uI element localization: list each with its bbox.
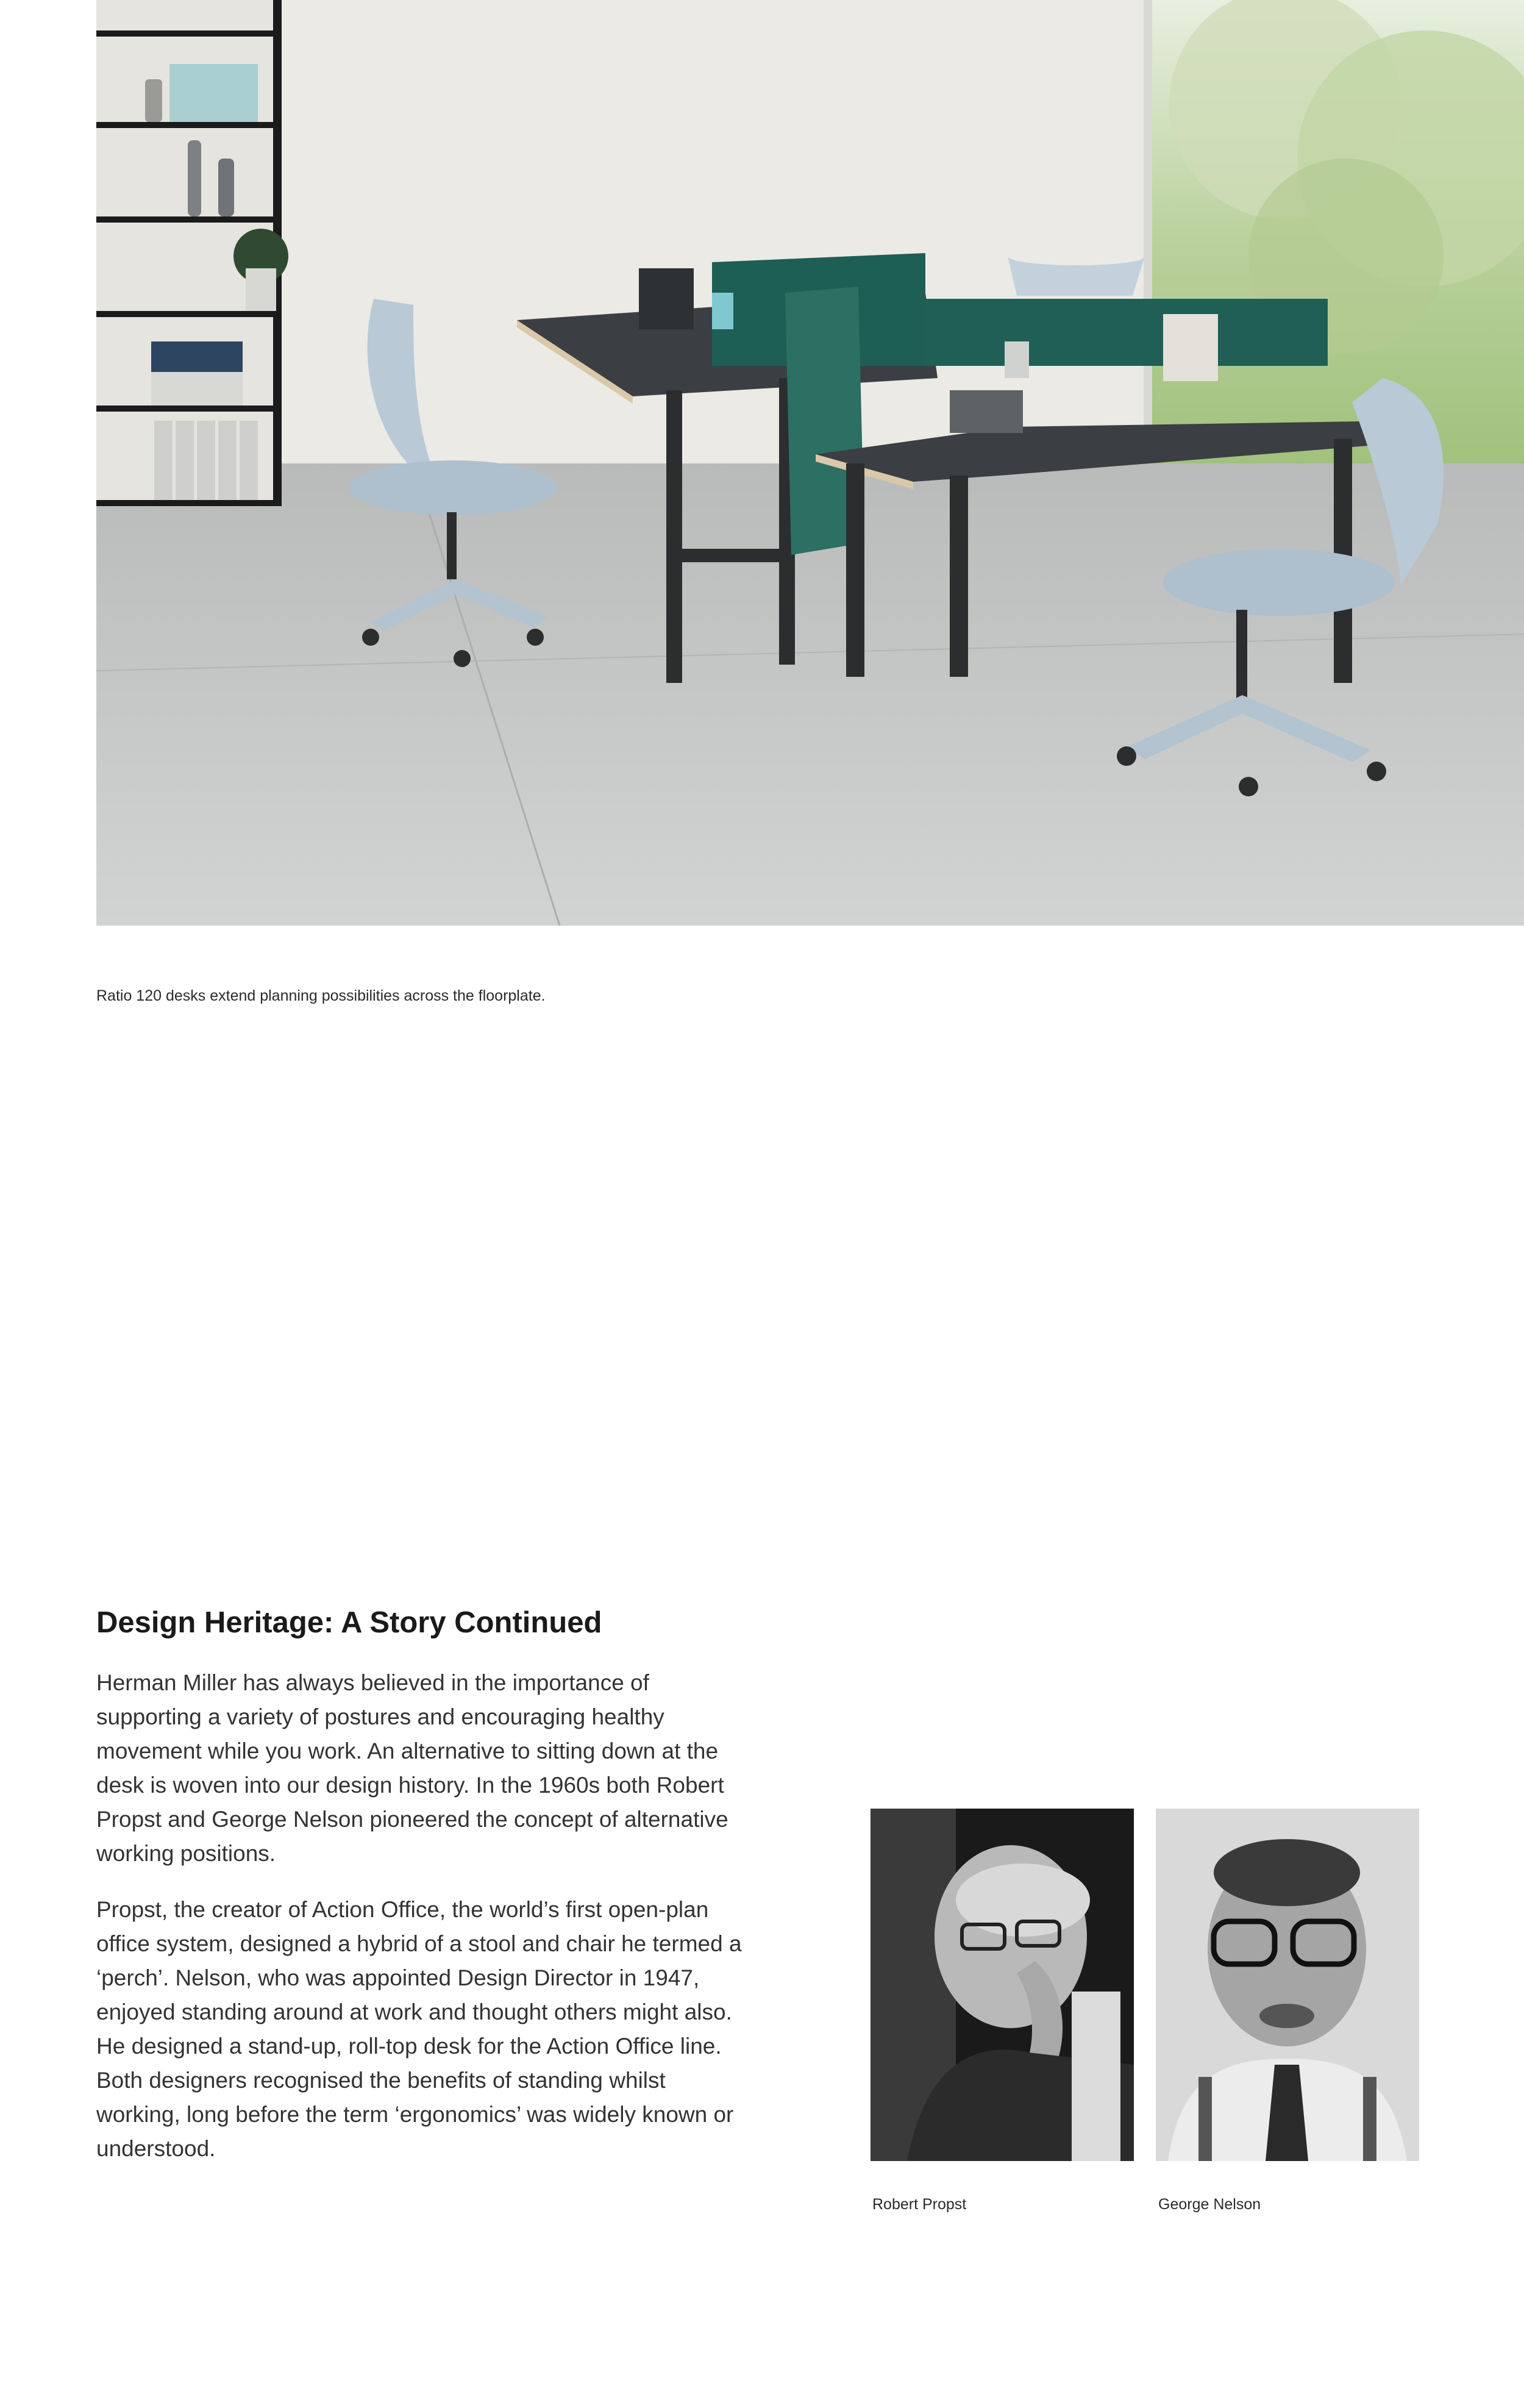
article-body <box>96 1666 749 2188</box>
laptop <box>639 268 694 329</box>
bw-portrait-photo <box>871 1809 1134 2161</box>
bw-portrait-photo <box>1156 1809 1419 2161</box>
window-garden <box>1144 0 1524 488</box>
office-scene-illustration <box>96 0 1524 926</box>
paragraph-history: Propst, the creator of Action Office, the world’s first open-plan office system, designed a hybrid of a stool and chair he termed a ‘perch’. Nelson, who was appointed Design Director in 1947, enjoyed standing around at work and thought others might also. He designed a stand-up, roll-top desk for the Action Office line. Both designers recognised the benefits of standing whilst working, long before the term ‘ergonomics’ was widely known or understood. <box>96 1897 742 2161</box>
portrait-caption-nelson: George Nelson <box>1158 2196 1261 2213</box>
shelving-unit <box>96 0 288 506</box>
portrait-george-nelson <box>1156 1809 1419 2161</box>
paragraph-intro: Herman Miller has always believed in the importance of supporting a variety of postures and encouraging healthy movement while you work. An alternative to sitting down at the desk is woven into our design history. In the 1960s both Robert Propst and George Nelson pioneered the concept of alternative working positions. <box>96 1670 728 1866</box>
portrait-robert-propst <box>871 1809 1134 2161</box>
portrait-caption-propst: Robert Propst <box>872 2196 967 2213</box>
hero-photo <box>96 0 1524 926</box>
pen-cup <box>712 293 733 329</box>
section-heading: Design Heritage: A Story Continued <box>96 1606 602 1639</box>
hero-caption: Ratio 120 desks extend planning possibilities across the floorplate. <box>96 987 546 1004</box>
